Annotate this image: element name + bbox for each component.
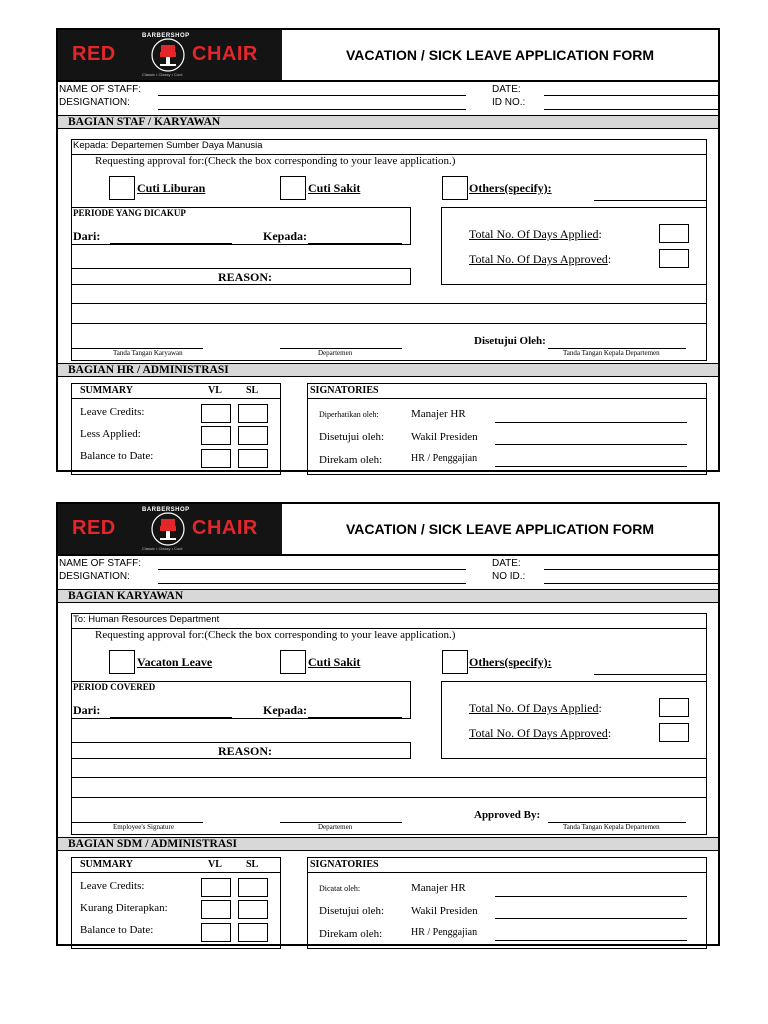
- divider: [58, 554, 718, 556]
- designation-field[interactable]: [158, 583, 466, 584]
- total-applied-colon: :: [598, 701, 602, 715]
- name-of-staff-label: NAME OF STAFF:: [59, 84, 142, 95]
- signatory1-label: Diperhatikan oleh:: [319, 410, 379, 419]
- dari-field[interactable]: [110, 243, 232, 244]
- divider: [71, 872, 281, 873]
- signatory2-label: Disetujui oleh:: [319, 905, 385, 917]
- leave2-checkbox[interactable]: [280, 650, 306, 674]
- signatory2-line[interactable]: [495, 444, 687, 445]
- kepada-label: Kepada:: [263, 703, 308, 717]
- signatory1-label: Dicatat oleh:: [319, 884, 361, 893]
- total-applied-label: Total No. Of Days Applied: [469, 227, 599, 241]
- divider: [71, 398, 281, 399]
- approved-by-label: Approved By:: [474, 809, 541, 821]
- balance-sl[interactable]: [238, 923, 268, 942]
- form-title: VACATION / SICK LEAVE APPLICATION FORM: [346, 521, 654, 537]
- employee-signature-caption: Tanda Tangan Karyawan: [113, 349, 183, 357]
- others-checkbox[interactable]: [442, 176, 468, 200]
- total-applied-box[interactable]: [659, 698, 689, 717]
- balance-vl[interactable]: [201, 923, 231, 942]
- signatory3-label: Direkam oleh:: [319, 454, 383, 466]
- signatory2-role: Wakil Presiden: [411, 905, 478, 917]
- id-label: NO ID.:: [492, 571, 526, 582]
- reason-line-1[interactable]: [71, 303, 707, 304]
- brand-word-chair: CHAIR: [192, 43, 258, 65]
- signatory3-label: Direkam oleh:: [319, 928, 383, 940]
- less-applied-sl[interactable]: [238, 900, 268, 919]
- reason-line-2[interactable]: [71, 797, 707, 798]
- leave-credits-sl[interactable]: [238, 878, 268, 897]
- signatory1-role: Manajer HR: [411, 882, 466, 894]
- leave2-label: Cuti Sakit: [308, 181, 361, 195]
- brand-tagline: Classic • Classy • Cool: [142, 546, 183, 551]
- less-applied-vl[interactable]: [201, 426, 231, 445]
- dari-field[interactable]: [110, 717, 232, 718]
- reason-line-1[interactable]: [71, 777, 707, 778]
- brand-logo: [58, 504, 282, 554]
- total-approved-box[interactable]: [659, 249, 689, 268]
- balance-label: Balance to Date:: [80, 450, 154, 462]
- date-field[interactable]: [544, 95, 718, 96]
- id-field[interactable]: [544, 109, 718, 110]
- department-caption: Departemen: [318, 349, 353, 357]
- approved-by-label: Disetujui Oleh:: [474, 335, 546, 347]
- id-field[interactable]: [544, 583, 718, 584]
- less-applied-label: Kurang Diterapkan:: [80, 902, 168, 914]
- sl-heading: SL: [246, 859, 259, 870]
- summary-heading: SUMMARY: [80, 385, 133, 396]
- leave-credits-sl[interactable]: [238, 404, 268, 423]
- leave1-label: Cuti Liburan: [137, 181, 206, 195]
- to-department: Kepada: Departemen Sumber Daya Manusia: [73, 140, 263, 151]
- leave2-label: Cuti Sakit: [308, 655, 361, 669]
- name-of-staff-label: NAME OF STAFF:: [59, 558, 142, 569]
- leave-credits-label: Leave Credits:: [80, 880, 145, 892]
- signatory3-role: HR / Penggajian: [411, 927, 478, 938]
- designation-label: DESIGNATION:: [59, 97, 130, 108]
- summary-heading: SUMMARY: [80, 859, 133, 870]
- leave-credits-label: Leave Credits:: [80, 406, 145, 418]
- signatories-heading: SIGNATORIES: [310, 385, 379, 396]
- period-label: PERIOD COVERED: [73, 682, 156, 692]
- total-applied-box[interactable]: [659, 224, 689, 243]
- total-approved-box[interactable]: [659, 723, 689, 742]
- balance-vl[interactable]: [201, 449, 231, 468]
- signatory1-line[interactable]: [495, 422, 687, 423]
- to-department: To: Human Resources Department: [73, 614, 220, 625]
- others-specify-field[interactable]: [594, 674, 706, 675]
- others-label: Others(specify):: [469, 181, 552, 195]
- dari-label: Dari:: [73, 229, 101, 243]
- totals-box: [441, 681, 707, 759]
- signatory3-line[interactable]: [495, 466, 687, 467]
- divider: [307, 872, 707, 873]
- total-approved-colon: :: [607, 252, 612, 266]
- brand-word-red: RED: [72, 43, 116, 65]
- signatories-heading: SIGNATORIES: [310, 859, 379, 870]
- total-applied-label: Total No. Of Days Applied: [469, 701, 599, 715]
- section-hr-header: BAGIAN SDM / ADMINISTRASI: [58, 837, 718, 851]
- date-label: DATE:: [492, 84, 521, 95]
- section-employee-header: BAGIAN KARYAWAN: [58, 589, 718, 603]
- total-approved-colon: :: [607, 726, 612, 740]
- signatory2-label: Disetujui oleh:: [319, 431, 385, 443]
- balance-label: Balance to Date:: [80, 924, 154, 936]
- reason-line-2[interactable]: [71, 323, 707, 324]
- vl-heading: VL: [208, 859, 222, 870]
- section-hr-header: BAGIAN HR / ADMINISTRASI: [58, 363, 718, 377]
- reason-label: REASON:: [218, 270, 273, 284]
- date-field[interactable]: [544, 569, 718, 570]
- department-caption: Departemen: [318, 823, 353, 831]
- leave-credits-vl[interactable]: [201, 404, 231, 423]
- less-applied-vl[interactable]: [201, 900, 231, 919]
- head-signature-caption: Tanda Tangan Kepala Departemen: [563, 823, 660, 831]
- leave-form-2: [56, 502, 720, 946]
- brand-word-red: RED: [72, 517, 116, 539]
- employee-signature-caption: Employee's Signature: [113, 823, 174, 831]
- total-approved-label: Total No. Of Days Approved: [469, 726, 608, 740]
- designation-label: DESIGNATION:: [59, 571, 130, 582]
- leave-form-1: [56, 28, 720, 472]
- form-title: VACATION / SICK LEAVE APPLICATION FORM: [346, 47, 654, 63]
- brand-top-text: BARBERSHOP: [142, 33, 190, 39]
- leave1-checkbox[interactable]: [109, 176, 135, 200]
- section-employee-header: BAGIAN STAF / KARYAWAN: [58, 115, 718, 129]
- vl-heading: VL: [208, 385, 222, 396]
- signatory2-role: Wakil Presiden: [411, 431, 478, 443]
- kepada-field[interactable]: [308, 717, 402, 718]
- others-specify-field[interactable]: [594, 200, 706, 201]
- date-label: DATE:: [492, 558, 521, 569]
- id-label: ID NO.:: [492, 97, 526, 108]
- leave1-label: Vacaton Leave: [137, 655, 213, 669]
- brand-logo: [58, 30, 282, 80]
- signatory3-line[interactable]: [495, 940, 687, 941]
- reason-label: REASON:: [218, 744, 273, 758]
- signatory3-role: HR / Penggajian: [411, 453, 478, 464]
- brand-tagline: Classic • Classy • Cool: [142, 72, 183, 77]
- others-label: Others(specify):: [469, 655, 552, 669]
- signatory1-role: Manajer HR: [411, 408, 466, 420]
- leave-credits-vl[interactable]: [201, 878, 231, 897]
- head-signature-caption: Tanda Tangan Kepala Departemen: [563, 349, 660, 357]
- leave1-checkbox[interactable]: [109, 650, 135, 674]
- total-applied-colon: :: [598, 227, 602, 241]
- kepada-label: Kepada:: [263, 229, 308, 243]
- requesting-approval-text: Requesting approval for:(Check the box corresponding to your leave application.): [95, 155, 456, 167]
- totals-box: [441, 207, 707, 285]
- divider: [307, 398, 707, 399]
- dari-label: Dari:: [73, 703, 101, 717]
- period-label: PERIODE YANG DICAKUP: [73, 208, 186, 218]
- signatory1-line[interactable]: [495, 896, 687, 897]
- leave2-checkbox[interactable]: [280, 176, 306, 200]
- total-approved-label: Total No. Of Days Approved: [469, 252, 608, 266]
- sl-heading: SL: [246, 385, 259, 396]
- balance-sl[interactable]: [238, 449, 268, 468]
- brand-top-text: BARBERSHOP: [142, 507, 190, 513]
- designation-field[interactable]: [158, 109, 466, 110]
- less-applied-sl[interactable]: [238, 426, 268, 445]
- name-of-staff-field[interactable]: [158, 569, 466, 570]
- divider: [58, 80, 718, 82]
- less-applied-label: Less Applied:: [80, 428, 141, 440]
- requesting-approval-text: Requesting approval for:(Check the box corresponding to your leave application.): [95, 629, 456, 641]
- others-checkbox[interactable]: [442, 650, 468, 674]
- signatory2-line[interactable]: [495, 918, 687, 919]
- name-of-staff-field[interactable]: [158, 95, 466, 96]
- kepada-field[interactable]: [308, 243, 402, 244]
- brand-word-chair: CHAIR: [192, 517, 258, 539]
